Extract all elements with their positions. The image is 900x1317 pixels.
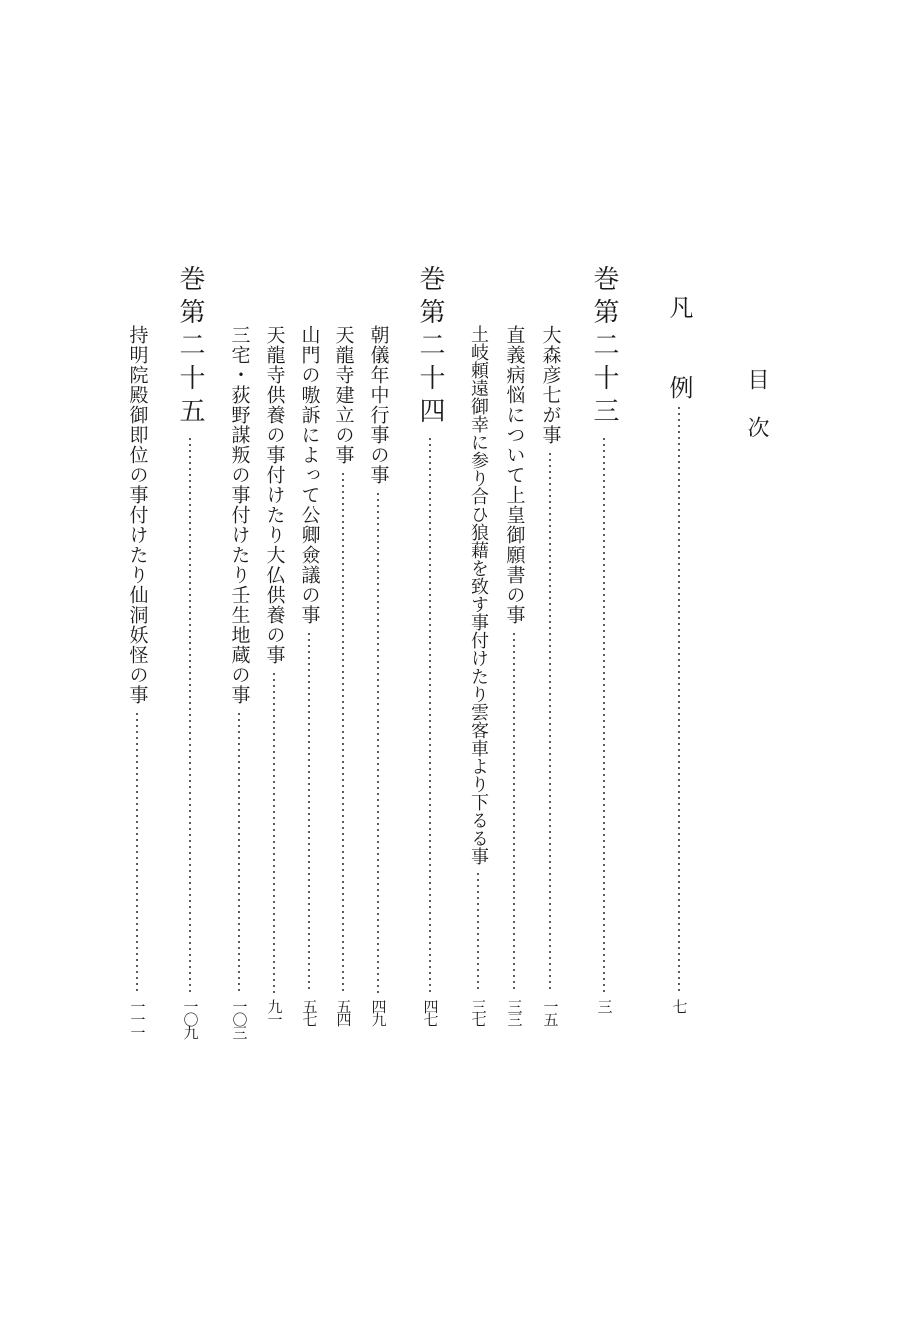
- leader-dots: [136, 711, 138, 993]
- leader-dots: [238, 711, 240, 993]
- volume-label: 巻第二十五: [175, 265, 205, 430]
- toc-volume-25[interactable]: [172, 265, 208, 1038]
- entry-title: 直義病悩について上皇御願書の事: [503, 325, 526, 625]
- entry-title: 大森彦七が事: [539, 325, 562, 445]
- entry-title: 朝儀年中行事の事: [367, 325, 390, 485]
- leader-dots: [549, 451, 551, 993]
- toc-entry[interactable]: [535, 325, 565, 1025]
- page-number: 七: [670, 999, 689, 1012]
- toc-entry[interactable]: [499, 325, 529, 1025]
- page-number: 三: [595, 999, 614, 1012]
- leader-dots: [513, 631, 515, 993]
- toc-entry[interactable]: [463, 325, 493, 1025]
- entry-title: 三宅・荻野謀叛の事付けたり壬生地蔵の事: [228, 325, 251, 705]
- leader-dots: [377, 491, 379, 993]
- leader-dots: [342, 471, 344, 993]
- page-number: 四七: [421, 999, 440, 1025]
- entry-title: 天龍寺建立の事: [332, 325, 355, 465]
- page-number: 一〇三: [230, 999, 249, 1038]
- entry-title: 山門の嗷訴によって公卿僉議の事: [298, 325, 321, 625]
- entry-title: 持明院殿御即位の事付けたり仙洞妖怪の事: [126, 325, 149, 705]
- entry-title: 天龍寺供養の事付けたり大仏供養の事: [263, 325, 286, 665]
- toc-entry[interactable]: [328, 325, 358, 1025]
- toc-entry[interactable]: [363, 325, 393, 1025]
- leader-dots: [603, 436, 605, 993]
- leader-dots: [477, 871, 479, 993]
- page-title: 目次: [744, 368, 769, 464]
- toc-entry[interactable]: [224, 325, 254, 1038]
- toc-entry-hanrei[interactable]: [664, 295, 694, 1015]
- page-number: 五四: [334, 999, 353, 1025]
- page-number: 九一: [265, 999, 284, 1025]
- leader-dots: [189, 436, 191, 993]
- toc-volume-23[interactable]: [586, 265, 622, 1015]
- entry-title: 土岐頼遠御幸に参り合ひ狼藉を致す事付けたり雲客車より下るる事: [468, 325, 489, 865]
- leader-dots: [678, 405, 680, 993]
- leader-dots: [429, 436, 431, 993]
- page-number: 四九: [369, 999, 388, 1025]
- page-number: 一一一: [128, 999, 147, 1038]
- toc-entry[interactable]: [294, 325, 324, 1025]
- hanrei-char-1: 凡: [665, 295, 693, 319]
- page-number: 三三: [505, 999, 524, 1025]
- page-number: 一五: [541, 999, 560, 1025]
- volume-label: 巻第二十三: [589, 265, 619, 430]
- leader-dots: [273, 671, 275, 993]
- toc-title: [738, 368, 774, 464]
- hanrei-char-2: 例: [665, 375, 693, 399]
- leader-dots: [308, 631, 310, 993]
- toc-volume-24[interactable]: [412, 265, 448, 1025]
- toc-entry[interactable]: [259, 325, 289, 1025]
- toc-entry[interactable]: [122, 325, 152, 1038]
- page-number: 一〇九: [181, 999, 200, 1038]
- page-number: 五七: [300, 999, 319, 1025]
- volume-label: 巻第二十四: [415, 265, 445, 430]
- page-number: 三七: [469, 999, 488, 1025]
